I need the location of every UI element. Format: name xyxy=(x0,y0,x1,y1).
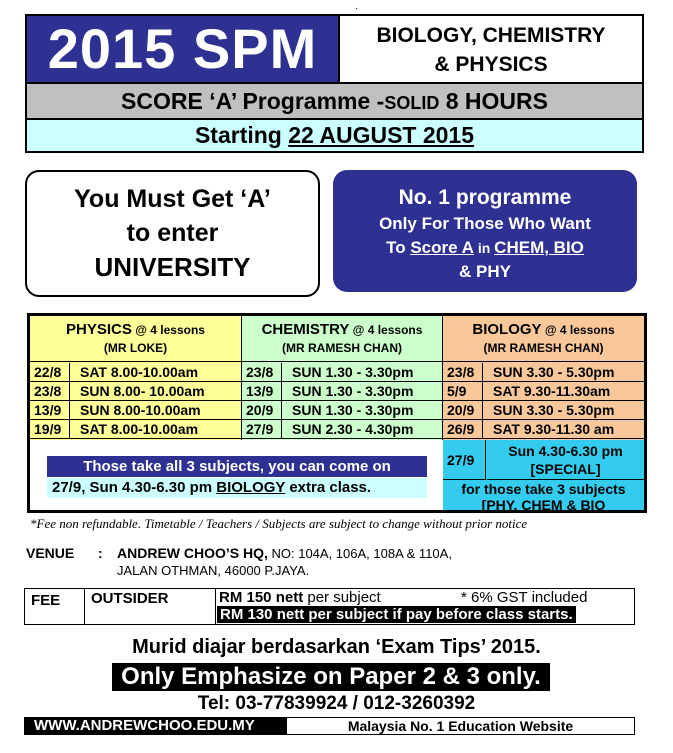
special-class xyxy=(443,440,644,513)
physics-teacher: (MR LOKE) xyxy=(103,341,168,355)
table-row xyxy=(30,382,241,401)
start-date: 22 AUGUST 2015 xyxy=(288,122,475,148)
row-slot: SUN 1.30 - 3.30pm xyxy=(292,402,414,418)
row-slot: SUN 8.00-10.00am xyxy=(80,402,201,418)
fee-category: OUTSIDER xyxy=(85,589,216,624)
table-row xyxy=(242,420,442,439)
row-slot: SUN 3.30 - 5.30pm xyxy=(493,364,615,380)
must-line2: to enter xyxy=(126,219,219,247)
chemistry-header xyxy=(242,316,442,362)
special-note xyxy=(443,481,644,513)
programme-banner xyxy=(27,84,642,120)
must-line1: You Must Get ‘A’ xyxy=(74,185,271,213)
row-slot: SAT 8.00-10.00am xyxy=(80,421,199,437)
table-row xyxy=(30,420,241,439)
chemistry-teacher: (MR RAMESH CHAN) xyxy=(282,341,402,355)
row-date: 22/8 xyxy=(30,363,70,381)
programme-main: SCORE ‘A’ Programme - xyxy=(121,88,385,114)
no1-line3-a: To xyxy=(386,238,411,257)
timetable xyxy=(27,313,647,513)
row-date: 23/8 xyxy=(443,363,483,381)
row-date: 5/9 xyxy=(443,382,483,400)
website-link[interactable]: WWW.ANDREWCHOO.EDU.MY xyxy=(24,717,286,735)
table-row xyxy=(242,363,442,382)
table-row xyxy=(443,382,644,401)
special-time: Sun 4.30-6.30 pm xyxy=(508,443,623,459)
special-note-line2: [PHY, CHEM & BIO xyxy=(481,497,606,513)
must-get-a-box xyxy=(25,170,320,297)
row-date: 20/9 xyxy=(443,401,483,419)
fee-price2: RM 130 nett per subject if pay before class starts. xyxy=(217,606,576,623)
table-row xyxy=(242,382,442,401)
no1-title: No. 1 programme xyxy=(398,186,572,209)
tagline: Malaysia No. 1 Education Website xyxy=(286,717,635,735)
row-slot: SUN 1.30 - 3.30pm xyxy=(292,364,414,380)
row-date: 23/8 xyxy=(30,382,70,400)
subjects-line2: & PHYSICS xyxy=(434,53,548,76)
row-slot: SUN 8.00- 10.00am xyxy=(80,383,205,399)
physics-header xyxy=(30,316,241,362)
chemistry-lessons: @ 4 lessons xyxy=(349,323,423,337)
table-row xyxy=(443,420,644,439)
table-row xyxy=(30,363,241,382)
no1-programme-box xyxy=(333,170,637,292)
must-line3: UNIVERSITY xyxy=(94,252,251,282)
table-row xyxy=(30,401,241,420)
subjects-line1: BIOLOGY, CHEMISTRY xyxy=(376,24,606,47)
venue-address2: JALAN OTHMAN, 46000 P.JAYA. xyxy=(117,563,310,578)
programme-solid: SOLID xyxy=(384,93,440,113)
exam-tips-line: Murid diajar berdasarkan ‘Exam Tips’ 2015. xyxy=(132,636,541,658)
no1-score-a: Score A xyxy=(410,238,474,257)
row-date: 27/9 xyxy=(242,420,282,438)
row-slot: SAT 9.30-11.30am xyxy=(493,383,611,399)
row-date: 23/8 xyxy=(242,363,282,381)
fee-price1-bold: RM 150 nett xyxy=(219,589,304,606)
no1-line4: & PHY xyxy=(459,262,511,281)
fee-price1 xyxy=(219,589,381,606)
all-subjects-line1: Those take all 3 subjects, you can come on xyxy=(47,456,427,477)
no1-subjects: CHEM, BIO xyxy=(494,238,584,257)
biology-header xyxy=(443,316,644,362)
venue-label: VENUE xyxy=(26,545,75,561)
table-row xyxy=(242,401,442,420)
row-slot: SAT 9.30-11.30 am xyxy=(493,421,615,437)
row-slot: SUN 1.30 - 3.30pm xyxy=(292,383,414,399)
biology-lessons: @ 4 lessons xyxy=(541,323,615,337)
all-subjects-extra: extra class. xyxy=(285,479,372,496)
all-subjects-date: 27/9, Sun 4.30-6.30 pm xyxy=(52,479,217,496)
all-subjects-biology: BIOLOGY xyxy=(216,479,286,496)
row-slot: SUN 2.30 - 4.30pm xyxy=(292,421,414,437)
row-date: 13/9 xyxy=(242,382,282,400)
row-date: 13/9 xyxy=(30,401,70,419)
physics-lessons: @ 4 lessons xyxy=(131,323,205,337)
row-slot: SUN 3.30 - 5.30pm xyxy=(493,402,615,418)
fee-label: FEE xyxy=(25,589,85,624)
disclaimer: *Fee non refundable. Timetable / Teachers / Subjects are subject to change without prior notice xyxy=(30,516,528,531)
fee-price1-rest: per subject xyxy=(303,589,381,606)
biology-name: BIOLOGY xyxy=(472,321,542,338)
telephone: Tel: 03-77839924 / 012-3260392 xyxy=(197,693,476,714)
row-date: 19/9 xyxy=(30,420,70,438)
no1-line3-in: in xyxy=(473,240,495,256)
header-box xyxy=(25,14,644,153)
year-title: 2015 SPM xyxy=(27,16,340,84)
no1-line3 xyxy=(333,236,637,260)
fee-prices xyxy=(217,589,634,624)
subjects-title xyxy=(340,16,642,84)
biology-teacher: (MR RAMESH CHAN) xyxy=(483,341,604,355)
fee-gst: * 6% GST included xyxy=(461,589,588,606)
special-label: [SPECIAL] xyxy=(530,461,601,477)
special-note-line1: for those take 3 subjects xyxy=(461,481,626,497)
row-date: 26/9 xyxy=(443,420,483,438)
venue-address1: NO: 104A, 106A, 108A & 110A, xyxy=(267,546,452,561)
row-slot: SAT 8.00-10.00am xyxy=(80,364,199,380)
venue-colon: : xyxy=(98,545,103,561)
all-subjects-notice xyxy=(30,440,443,510)
start-banner xyxy=(27,120,642,151)
chemistry-name: CHEMISTRY xyxy=(261,321,350,338)
emphasize-banner: Only Emphasize on Paper 2 & 3 only. xyxy=(112,663,550,691)
no1-line2: Only For Those Who Want xyxy=(379,214,591,233)
physics-name: PHYSICS xyxy=(66,321,132,338)
programme-hours: 8 HOURS xyxy=(439,88,548,114)
venue-name: ANDREW CHOO’S HQ, xyxy=(117,545,268,561)
fee-table xyxy=(24,588,635,625)
top-dot: · xyxy=(355,3,359,14)
table-row xyxy=(443,363,644,382)
special-slot xyxy=(487,440,644,480)
start-label: Starting xyxy=(194,122,289,148)
venue-address xyxy=(117,545,452,579)
all-subjects-line2 xyxy=(47,478,427,498)
table-row xyxy=(443,401,644,420)
special-date: 27/9 xyxy=(443,440,486,480)
row-date: 20/9 xyxy=(242,401,282,419)
